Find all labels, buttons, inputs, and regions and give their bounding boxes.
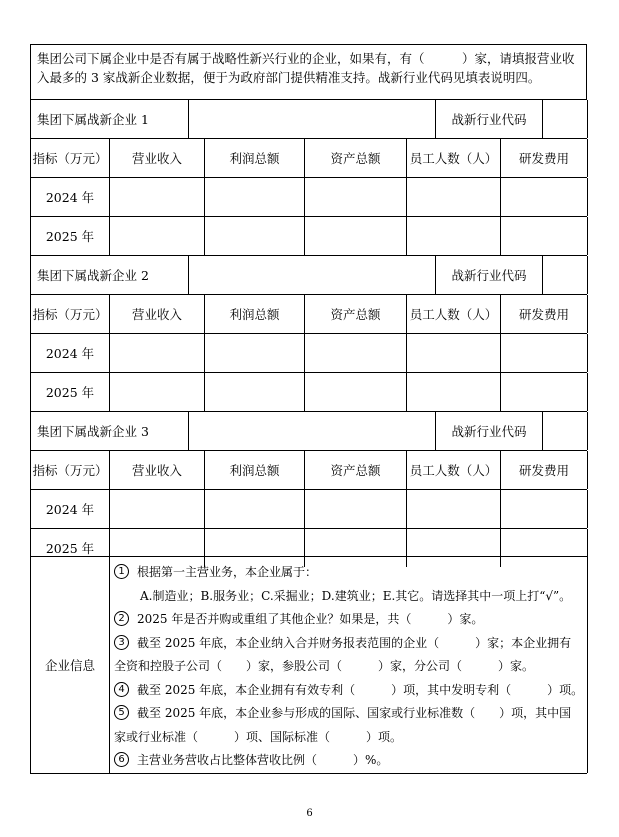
year-row (30, 216, 587, 255)
enterprise-name-input[interactable] (189, 412, 436, 450)
industry-code-input[interactable] (543, 256, 588, 294)
enterprise-name-input[interactable] (189, 256, 436, 294)
info-item-text: A.制造业；B.服务业；C.采掘业；D.建筑业；E.其它。请选择其中一项上打“√”。 (140, 588, 572, 603)
info-item-1-line (114, 561, 583, 585)
year-row (30, 333, 587, 372)
info-item-3-line (114, 655, 583, 679)
industry-code-input[interactable] (543, 100, 588, 138)
metric-input-cell[interactable] (305, 178, 407, 216)
year-label: 2025 年 (31, 529, 110, 567)
table-bottom-border (30, 773, 587, 774)
metric-input-cell[interactable] (501, 490, 588, 528)
metric-input-cell[interactable] (407, 217, 501, 255)
metrics-header-cell: 指标（万元） (31, 295, 110, 333)
enterprise-3-name-row (30, 411, 587, 450)
enterprise-1-name-row (30, 99, 587, 138)
info-item-1-line (114, 585, 583, 609)
circled-number-icon: 3 (114, 635, 129, 650)
metric-input-cell[interactable] (110, 217, 205, 255)
metric-input-cell[interactable] (205, 178, 305, 216)
enterprise-name-input[interactable] (189, 100, 436, 138)
enterprise-info-label: 企业信息 (31, 557, 110, 773)
metrics-header-cell: 指标（万元） (31, 451, 110, 489)
industry-code-label: 战新行业代码 (436, 256, 543, 294)
info-item-3-line (114, 632, 583, 656)
metric-input-cell[interactable] (110, 334, 205, 372)
industry-code-label: 战新行业代码 (436, 412, 543, 450)
metrics-header-cell: 员工人数（人） (407, 139, 501, 177)
info-item-5-line (114, 726, 583, 750)
enterprise-info-content (110, 557, 588, 773)
info-item-4-line (114, 679, 583, 703)
metrics-header-cell: 资产总额 (305, 295, 407, 333)
metrics-header-cell: 研发费用 (501, 451, 588, 489)
metric-input-cell[interactable] (110, 373, 205, 411)
metrics-header-cell: 资产总额 (305, 139, 407, 177)
metric-input-cell[interactable] (407, 334, 501, 372)
metric-input-cell[interactable] (407, 178, 501, 216)
circled-number-icon: 5 (114, 705, 129, 720)
year-label: 2024 年 (31, 334, 110, 372)
info-item-text: 全资和控股子公司（ ）家，参股公司（ ）家，分公司（ ）家。 (114, 659, 535, 673)
year-row (30, 177, 587, 216)
info-item-text: 2025 年是否并购或重组了其他企业？如果是，共（ ）家。 (137, 612, 484, 626)
metric-input-cell[interactable] (501, 373, 588, 411)
metrics-header-row (30, 294, 587, 333)
metric-input-cell[interactable] (501, 178, 588, 216)
page-number: 6 (306, 808, 313, 819)
metric-input-cell[interactable] (110, 490, 205, 528)
enterprise-name-label: 集团下属战新企业 3 (31, 412, 189, 450)
metrics-header-cell: 利润总额 (205, 451, 305, 489)
metrics-header-cell: 资产总额 (305, 451, 407, 489)
metric-input-cell[interactable] (501, 334, 588, 372)
metric-input-cell[interactable] (305, 334, 407, 372)
metrics-header-cell: 研发费用 (501, 139, 588, 177)
year-label: 2024 年 (31, 178, 110, 216)
industry-code-label: 战新行业代码 (436, 100, 543, 138)
year-row (30, 372, 587, 411)
metric-input-cell[interactable] (501, 217, 588, 255)
info-item-2-line (114, 608, 583, 632)
circled-number-icon: 2 (114, 611, 129, 626)
metric-input-cell[interactable] (407, 373, 501, 411)
metric-input-cell[interactable] (407, 490, 501, 528)
metrics-header-cell: 员工人数（人） (407, 451, 501, 489)
enterprise-name-label: 集团下属战新企业 1 (31, 100, 189, 138)
info-item-5-line (114, 702, 583, 726)
info-item-6-line (114, 749, 583, 773)
enterprise-name-label: 集团下属战新企业 2 (31, 256, 189, 294)
metrics-header-cell: 营业收入 (110, 451, 205, 489)
circled-number-icon: 6 (114, 752, 129, 767)
metric-input-cell[interactable] (110, 178, 205, 216)
info-item-text: 根据第一主营业务，本企业属于： (137, 565, 318, 579)
metrics-header-cell: 研发费用 (501, 295, 588, 333)
metrics-header-cell: 利润总额 (205, 139, 305, 177)
year-row (30, 489, 587, 528)
intro-text: 集团公司下属企业中是否有属于战略性新兴行业的企业，如果有，有（ ）家，请填报营业收入最多的 3 家战新企业数据，便于为政府部门提供精准支持。战新行业代码见填表说明四。 (30, 44, 587, 99)
metrics-header-cell: 指标（万元） (31, 139, 110, 177)
info-item-text: 截至 2025 年底，本企业纳入合并财务报表范围的企业（ ）家；本企业拥有 (137, 635, 572, 650)
year-label: 2024 年 (31, 490, 110, 528)
metrics-header-cell: 营业收入 (110, 295, 205, 333)
metrics-header-row (30, 138, 587, 177)
info-item-text: 截至 2025 年底，本企业参与形成的国际、国家或行业标准数（ ）项，其中国 (137, 706, 572, 720)
year-label: 2025 年 (31, 217, 110, 255)
metrics-header-cell: 员工人数（人） (407, 295, 501, 333)
metric-input-cell[interactable] (305, 373, 407, 411)
info-item-text: 截至 2025 年底，本企业拥有有效专利（ ）项，其中发明专利（ ）项。 (137, 682, 584, 697)
year-label: 2025 年 (31, 373, 110, 411)
metric-input-cell[interactable] (305, 217, 407, 255)
enterprise-info-row (30, 556, 587, 773)
circled-number-icon: 4 (114, 682, 129, 697)
metric-input-cell[interactable] (205, 490, 305, 528)
metric-input-cell[interactable] (205, 373, 305, 411)
metrics-header-cell: 营业收入 (110, 139, 205, 177)
enterprise-2-name-row (30, 255, 587, 294)
metric-input-cell[interactable] (205, 217, 305, 255)
info-item-text: 家或行业标准（ ）项、国际标准（ ）项。 (114, 729, 403, 744)
circled-number-icon: 1 (114, 564, 129, 579)
info-item-text: 主营业务营收占比整体营收比例（ ）%。 (137, 753, 389, 767)
metrics-header-row (30, 450, 587, 489)
survey-form (30, 44, 587, 774)
metric-input-cell[interactable] (305, 490, 407, 528)
metrics-header-cell: 利润总额 (205, 295, 305, 333)
metric-input-cell[interactable] (205, 334, 305, 372)
industry-code-input[interactable] (543, 412, 588, 450)
